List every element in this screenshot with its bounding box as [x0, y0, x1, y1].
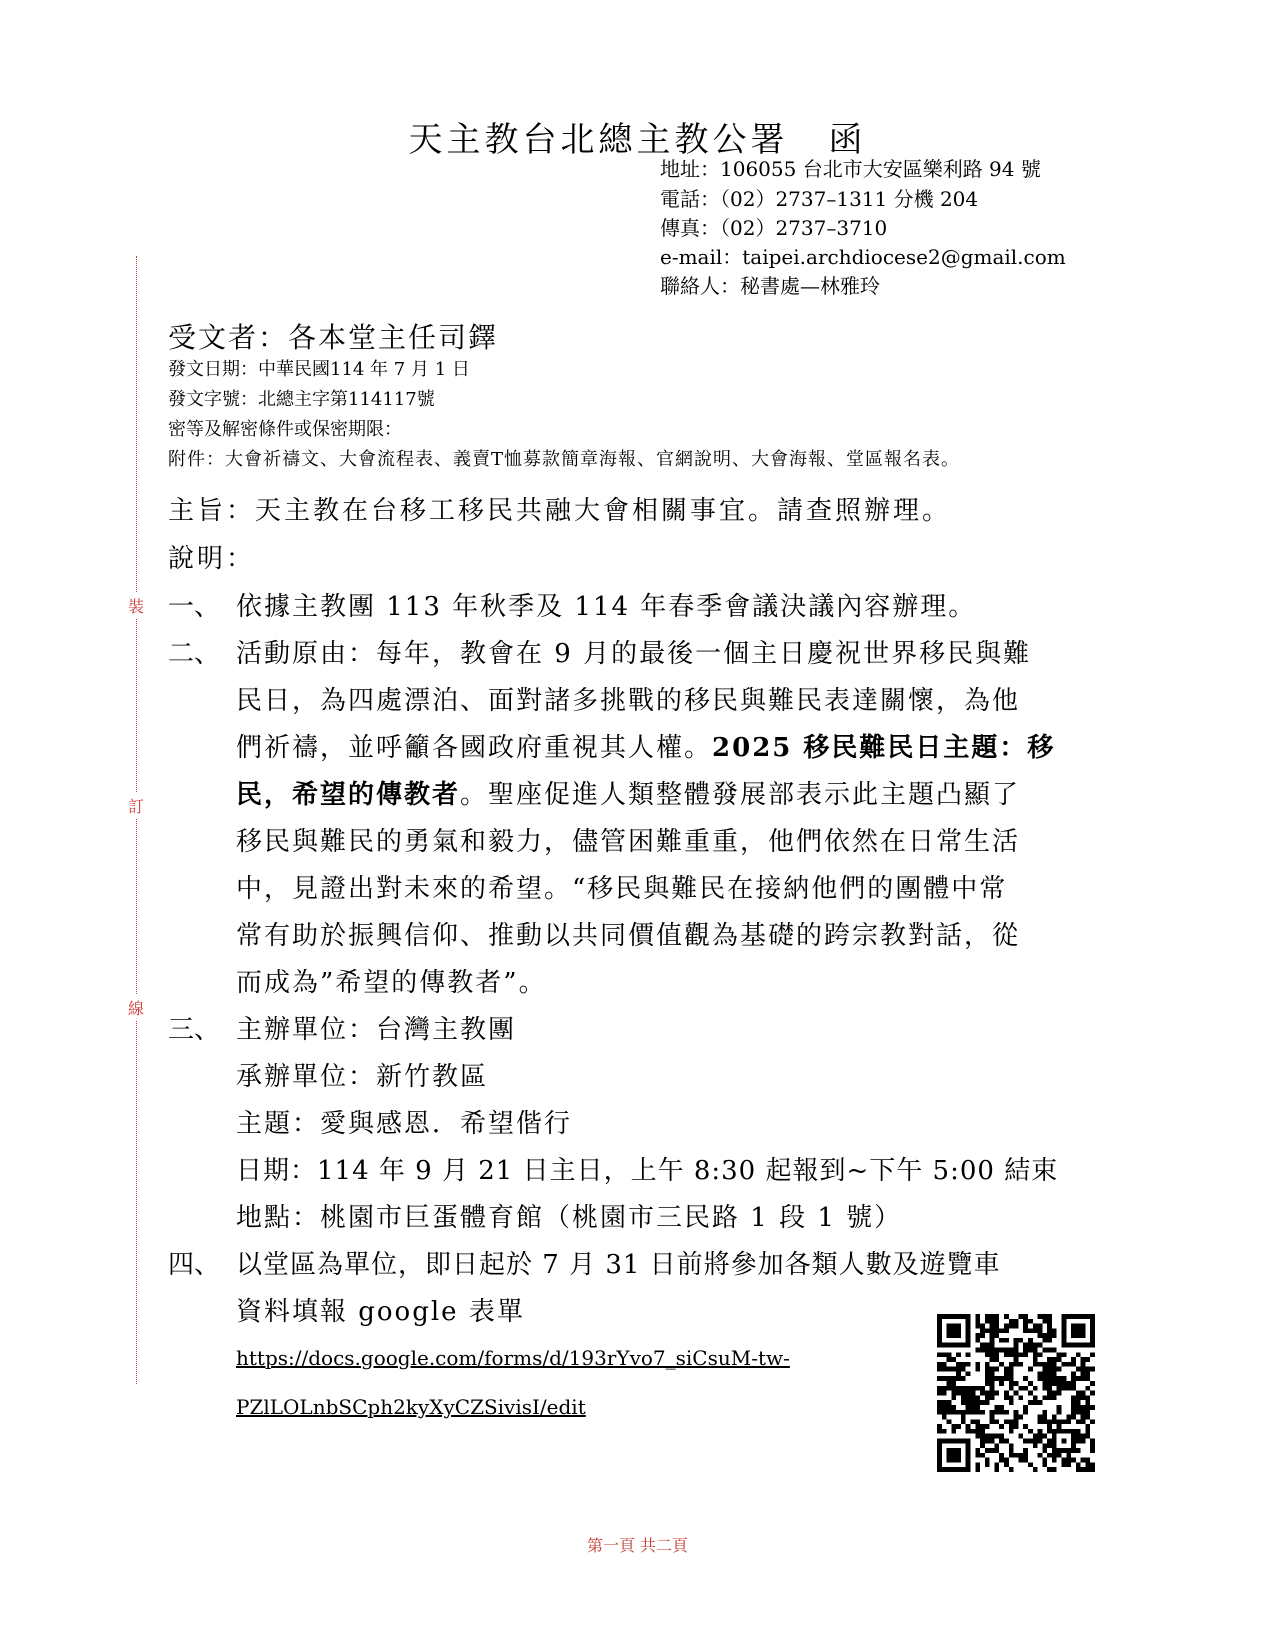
- binding-line: [136, 256, 137, 1384]
- item-4-line-1: 以堂區為單位，即日起於 7 月 31 日前將參加各類人數及遊覽車: [236, 1250, 1001, 1280]
- subject: 主旨：天主教在台移工移民共融大會相關事宜。請查照辦理。: [168, 496, 952, 526]
- event-theme: 主題：愛與感恩．希望偕行: [236, 1109, 573, 1139]
- item-2-line-5: 移民與難民的勇氣和毅力，儘管困難重重，他們依然在日常生活: [236, 827, 1021, 857]
- explain-label: 說明：: [168, 544, 256, 574]
- organizer: 主辦單位：台灣主教團: [236, 1015, 517, 1045]
- issue-date: 發文日期：中華民國114 年 7 月 1 日: [168, 359, 470, 380]
- contact-phone: 電話：（02）2737–1311 分機 204: [660, 187, 979, 211]
- co-organizer: 承辦單位：新竹教區: [236, 1062, 489, 1092]
- item-2-line-3-text: 們祈禱，並呼籲各國政府重視其人權。: [236, 733, 713, 763]
- issue-number: 發文字號：北總主字第114117號: [168, 389, 435, 410]
- org-name: 天主教台北總主教公署: [408, 120, 789, 160]
- item-2-line-4: [236, 774, 1020, 811]
- item-1-text: 依據主教團 113 年秋季及 114 年春季會議決議內容辦理。: [236, 592, 977, 622]
- document-title: [0, 112, 1275, 161]
- item-3-number: 三、: [168, 1015, 221, 1045]
- item-2-line-2: 民日，為四處漂泊、面對諸多挑戰的移民與難民表達關懷，為他: [236, 686, 1021, 716]
- theme-highlight-end: 民，希望的傳教者: [236, 780, 461, 810]
- qr-code-image: [937, 1314, 1095, 1472]
- google-form-link-part-2[interactable]: PZlLOLnbSCph2kyXyCZSivisI/edit: [236, 1395, 586, 1419]
- theme-highlight-start: 2025 移民難民日主題：移: [712, 733, 1056, 763]
- contact-email: e-mail：taipei.archdiocese2@gmail.com: [660, 245, 1066, 269]
- attachments: 附件：大會祈禱文、大會流程表、義賣T恤募款簡章海報、官網說明、大會海報、堂區報名表。: [168, 449, 961, 470]
- item-2-line-1: 活動原由：每年，教會在 9 月的最後一個主日慶祝世界移民與難: [236, 639, 1032, 669]
- item-4-line-2: 資料填報 google 表單: [236, 1297, 525, 1327]
- secrecy-level: 密等及解密條件或保密期限：: [168, 419, 402, 440]
- google-form-link-part-1[interactable]: https://docs.google.com/forms/d/193rYvo7_siCsuM-tw-: [236, 1346, 790, 1370]
- contact-person: 聯絡人：秘書處—林雅玲: [660, 274, 880, 298]
- recipient: 受文者：各本堂主任司鐸: [168, 321, 499, 354]
- doc-type: 函: [828, 120, 867, 160]
- binding-mark-ding: 訂: [128, 792, 144, 819]
- binding-mark-zhuang: 裝: [128, 592, 144, 619]
- binding-mark-xian: 線: [128, 994, 144, 1021]
- item-2-line-6: 中，見證出對未來的希望。“移民與難民在接納他們的團體中常: [236, 874, 1008, 904]
- item-4-number: 四、: [168, 1250, 221, 1280]
- contact-address: 地址：106055 台北市大安區樂利路 94 號: [660, 157, 1041, 181]
- event-venue: 地點：桃園市巨蛋體育館（桃園市三民路 1 段 1 號）: [236, 1203, 903, 1233]
- page-footer: 第一頁 共二頁: [586, 1536, 689, 1555]
- item-2-line-7: 常有助於振興信仰、推動以共同價值觀為基礎的跨宗教對話，從: [236, 921, 1021, 951]
- item-2-line-3: [236, 727, 1055, 764]
- item-1-number: 一、: [168, 592, 221, 622]
- event-date: 日期：114 年 9 月 21 日主日，上午 8:30 起報到~下午 5:00 結束: [236, 1156, 1059, 1186]
- item-2-line-8: 而成為”希望的傳教者”。: [236, 968, 547, 998]
- contact-fax: 傳真：（02）2737–3710: [660, 216, 888, 240]
- item-2-number: 二、: [168, 639, 221, 669]
- item-2-line-4-text: 。聖座促進人類整體發展部表示此主題凸顯了: [460, 780, 1021, 810]
